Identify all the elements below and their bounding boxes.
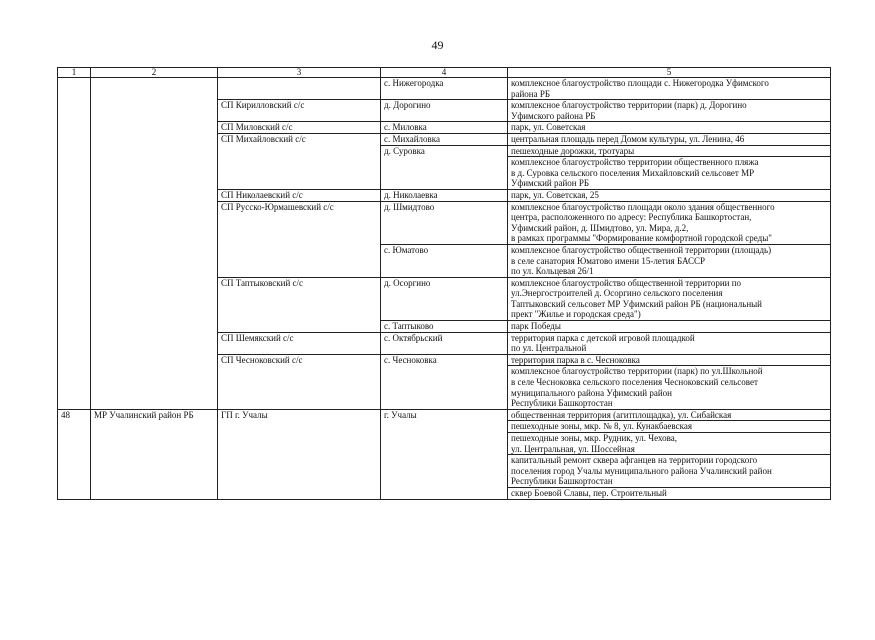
settlement-cell: СП Таптыковский с/с [218, 277, 381, 332]
settlement-cell: СП Михайловский с/с [218, 133, 381, 189]
object-cell: капитальный ремонт сквера афганцев на территории городского поселения город Учалы муниципального района Учалинский район Республики Башкортостан [508, 455, 831, 488]
settlement-cell: СП Шемякский с/с [218, 332, 381, 354]
object-cell: парк, ул. Советская [508, 122, 831, 134]
object-cell: парк, ул. Советская, 25 [508, 189, 831, 201]
row-number-cell [58, 78, 91, 410]
settlement-cell: СП Миловский с/с [218, 122, 381, 134]
object-cell: комплексное благоустройство территории общественного пляжа в д. Суровка сельского поселения Михайловский сельсовет МР Уфимский район РБ [508, 157, 831, 190]
document-table [57, 67, 831, 500]
locality-cell: с. Чесноковка [381, 354, 508, 409]
settlement-cell: СП Кирилловский с/с [218, 100, 381, 122]
object-cell: общественная территория (агитплощадка), ул. Сибайская [508, 409, 831, 421]
locality-cell: с. Нижегородка [381, 78, 508, 100]
locality-cell: д. Николаевка [381, 189, 508, 201]
object-cell: комплексное благоустройство площади около здания общественного центра, расположенного по адресу: Республика Башкортостан, Уфимский район, д. Шмидтово, ул. Мира, д.2, в рамках программы "Формирование комфортной городской среды" [508, 201, 831, 244]
table-header-row [58, 68, 831, 78]
table-row [58, 409, 831, 421]
page-number: 49 [431, 38, 444, 52]
locality-cell: с. Юматово [381, 244, 508, 277]
table-row [58, 78, 831, 100]
locality-cell: д. Суровка [381, 145, 508, 189]
object-cell: пешеходные зоны, мкр. Рудник, ул. Чехова, ул. Центральная, ул. Шоссейная [508, 433, 831, 455]
object-cell: комплексное благоустройство территории (парк) по ул.Школьной в селе Чесноковка сельского поселения Чесноковский сельсовет муниципального района Уфимский район Республики Башкортостан [508, 366, 831, 409]
district-cell [91, 78, 218, 410]
locality-cell: д. Осоргино [381, 277, 508, 320]
locality-cell: с. Таптыково [381, 321, 508, 333]
locality-cell: д. Шмидтово [381, 201, 508, 244]
settlement-cell: СП Николаевский с/с [218, 189, 381, 201]
object-cell: комплексное благоустройство общественной территории (площадь) в селе санатория Юматово имени 15-летия БАССР по ул. Кольцевая 26/1 [508, 244, 831, 277]
locality-cell: с. Октябрьский [381, 332, 508, 354]
settlement-cell [218, 78, 381, 100]
object-cell: комплексное благоустройство площади с. Нижегородка Уфимского района РБ [508, 78, 831, 100]
header-cell: 2 [91, 68, 218, 78]
object-cell: центральная площадь перед Домом культуры, ул. Ленина, 46 [508, 133, 831, 145]
header-cell: 1 [58, 68, 91, 78]
header-cell: 3 [218, 68, 381, 78]
object-cell: парк Победы [508, 321, 831, 333]
object-cell: пешеходные дорожки, тротуары [508, 145, 831, 157]
locality-cell: с. Миловка [381, 122, 508, 134]
settlement-cell: СП Чесноковский с/с [218, 354, 381, 409]
object-cell: территория парка в с. Чесноковка [508, 354, 831, 366]
settlement-cell: СП Русско-Юрмашевский с/с [218, 201, 381, 277]
district-cell: МР Учалинский район РБ [91, 409, 218, 499]
locality-cell: г. Учалы [381, 409, 508, 499]
settlement-cell: ГП г. Учалы [218, 409, 381, 499]
locality-cell: с. Михайловка [381, 133, 508, 145]
object-cell: пешеходные зоны, мкр. № 8, ул. Кунакбаевская [508, 421, 831, 433]
row-number-cell: 48 [58, 409, 91, 499]
header-cell: 5 [508, 68, 831, 78]
object-cell: территория парка с детской игровой площадкой по ул. Центральной [508, 332, 831, 354]
object-cell: сквер Боевой Славы, пер. Строительный [508, 487, 831, 499]
object-cell: комплексное благоустройство общественной территории по ул.Энергостроителей д. Осоргино сельского поселения Таптыковский сельсовет МР Уфимский район РБ (национальный прект "Жилье и городская среда") [508, 277, 831, 320]
object-cell: комплексное благоустройство территории (парк) д. Дорогино Уфимского района РБ [508, 100, 831, 122]
header-cell: 4 [381, 68, 508, 78]
locality-cell: д. Дорогино [381, 100, 508, 122]
